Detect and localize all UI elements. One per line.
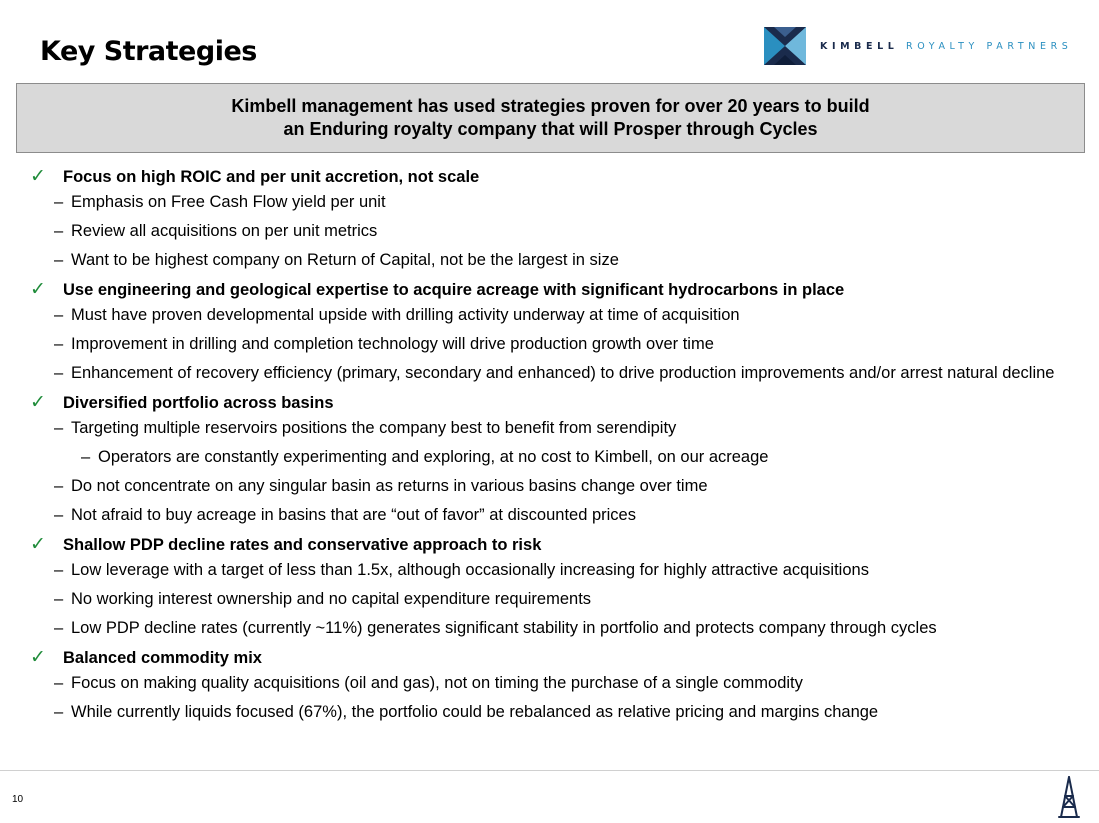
sub-bullet-item: – Operators are constantly experimenting and exploring, at no cost to Kimbell, on our acreage — [81, 448, 769, 466]
checkmark-icon: ✓ — [30, 278, 46, 300]
bullet-item: – Must have proven developmental upside with drilling activity underway at time of acquisition — [54, 306, 740, 324]
section-heading: ✓ Shallow PDP decline rates and conservative approach to risk — [30, 533, 542, 555]
bullet-item: – Review all acquisitions on per unit metrics — [54, 222, 378, 240]
bullet-item: – Not afraid to buy acreage in basins that are “out of favor” at discounted prices — [54, 506, 636, 524]
bullet-item: – Focus on making quality acquisitions (oil and gas), not on timing the purchase of a single commodity — [54, 674, 803, 692]
bullet-item: – Low leverage with a target of less than 1.5x, although occasionally increasing for highly attractive acquisitions — [54, 561, 869, 579]
kimbell-logo-icon — [764, 27, 806, 65]
oil-rig-icon — [1058, 776, 1080, 818]
bullet-item: – Enhancement of recovery efficiency (primary, secondary and enhanced) to drive production improvements and/or arrest natural decline — [54, 364, 1055, 382]
logo-royalty-partners: ROYALTY PARTNERS — [906, 41, 1073, 52]
bullet-item: – Low PDP decline rates (currently ~11%) generates significant stability in portfolio and protects company through cycles — [54, 619, 937, 637]
callout-box — [16, 83, 1085, 153]
checkmark-icon: ✓ — [30, 646, 46, 668]
section-heading: ✓ Focus on high ROIC and per unit accretion, not scale — [30, 165, 480, 187]
bullet-item: – Emphasis on Free Cash Flow yield per unit — [54, 193, 386, 211]
page-title: Key Strategies — [40, 36, 257, 67]
section-heading: ✓ Diversified portfolio across basins — [30, 391, 334, 413]
checkmark-icon: ✓ — [30, 391, 46, 413]
page-number: 10 — [12, 794, 24, 805]
bullet-item: – Want to be highest company on Return of Capital, not be the largest in size — [54, 251, 619, 269]
logo-wordmark — [820, 41, 1072, 52]
checkmark-icon: ✓ — [30, 533, 46, 555]
footer-divider — [0, 770, 1099, 771]
bullet-item: – Targeting multiple reservoirs positions the company best to benefit from serendipity — [54, 419, 677, 437]
bullet-item: – Do not concentrate on any singular basin as returns in various basins change over time — [54, 477, 708, 495]
section-heading: ✓ Use engineering and geological expertise to acquire acreage with significant hydrocarbons in place — [30, 278, 845, 300]
bullet-item: – Improvement in drilling and completion technology will drive production growth over time — [54, 335, 714, 353]
callout-line-2: an Enduring royalty company that will Prosper through Cycles — [283, 119, 818, 139]
checkmark-icon: ✓ — [30, 165, 46, 187]
callout-line-1: Kimbell management has used strategies proven for over 20 years to build — [231, 96, 870, 116]
logo-kimbell: KIMBELL — [820, 41, 899, 52]
company-logo — [764, 27, 1082, 67]
bullet-item: – While currently liquids focused (67%), the portfolio could be rebalanced as relative pricing and margins change — [54, 703, 879, 721]
section-heading: ✓ Balanced commodity mix — [30, 646, 262, 668]
strategy-list — [32, 163, 1062, 731]
bullet-item: – No working interest ownership and no capital expenditure requirements — [54, 590, 592, 608]
